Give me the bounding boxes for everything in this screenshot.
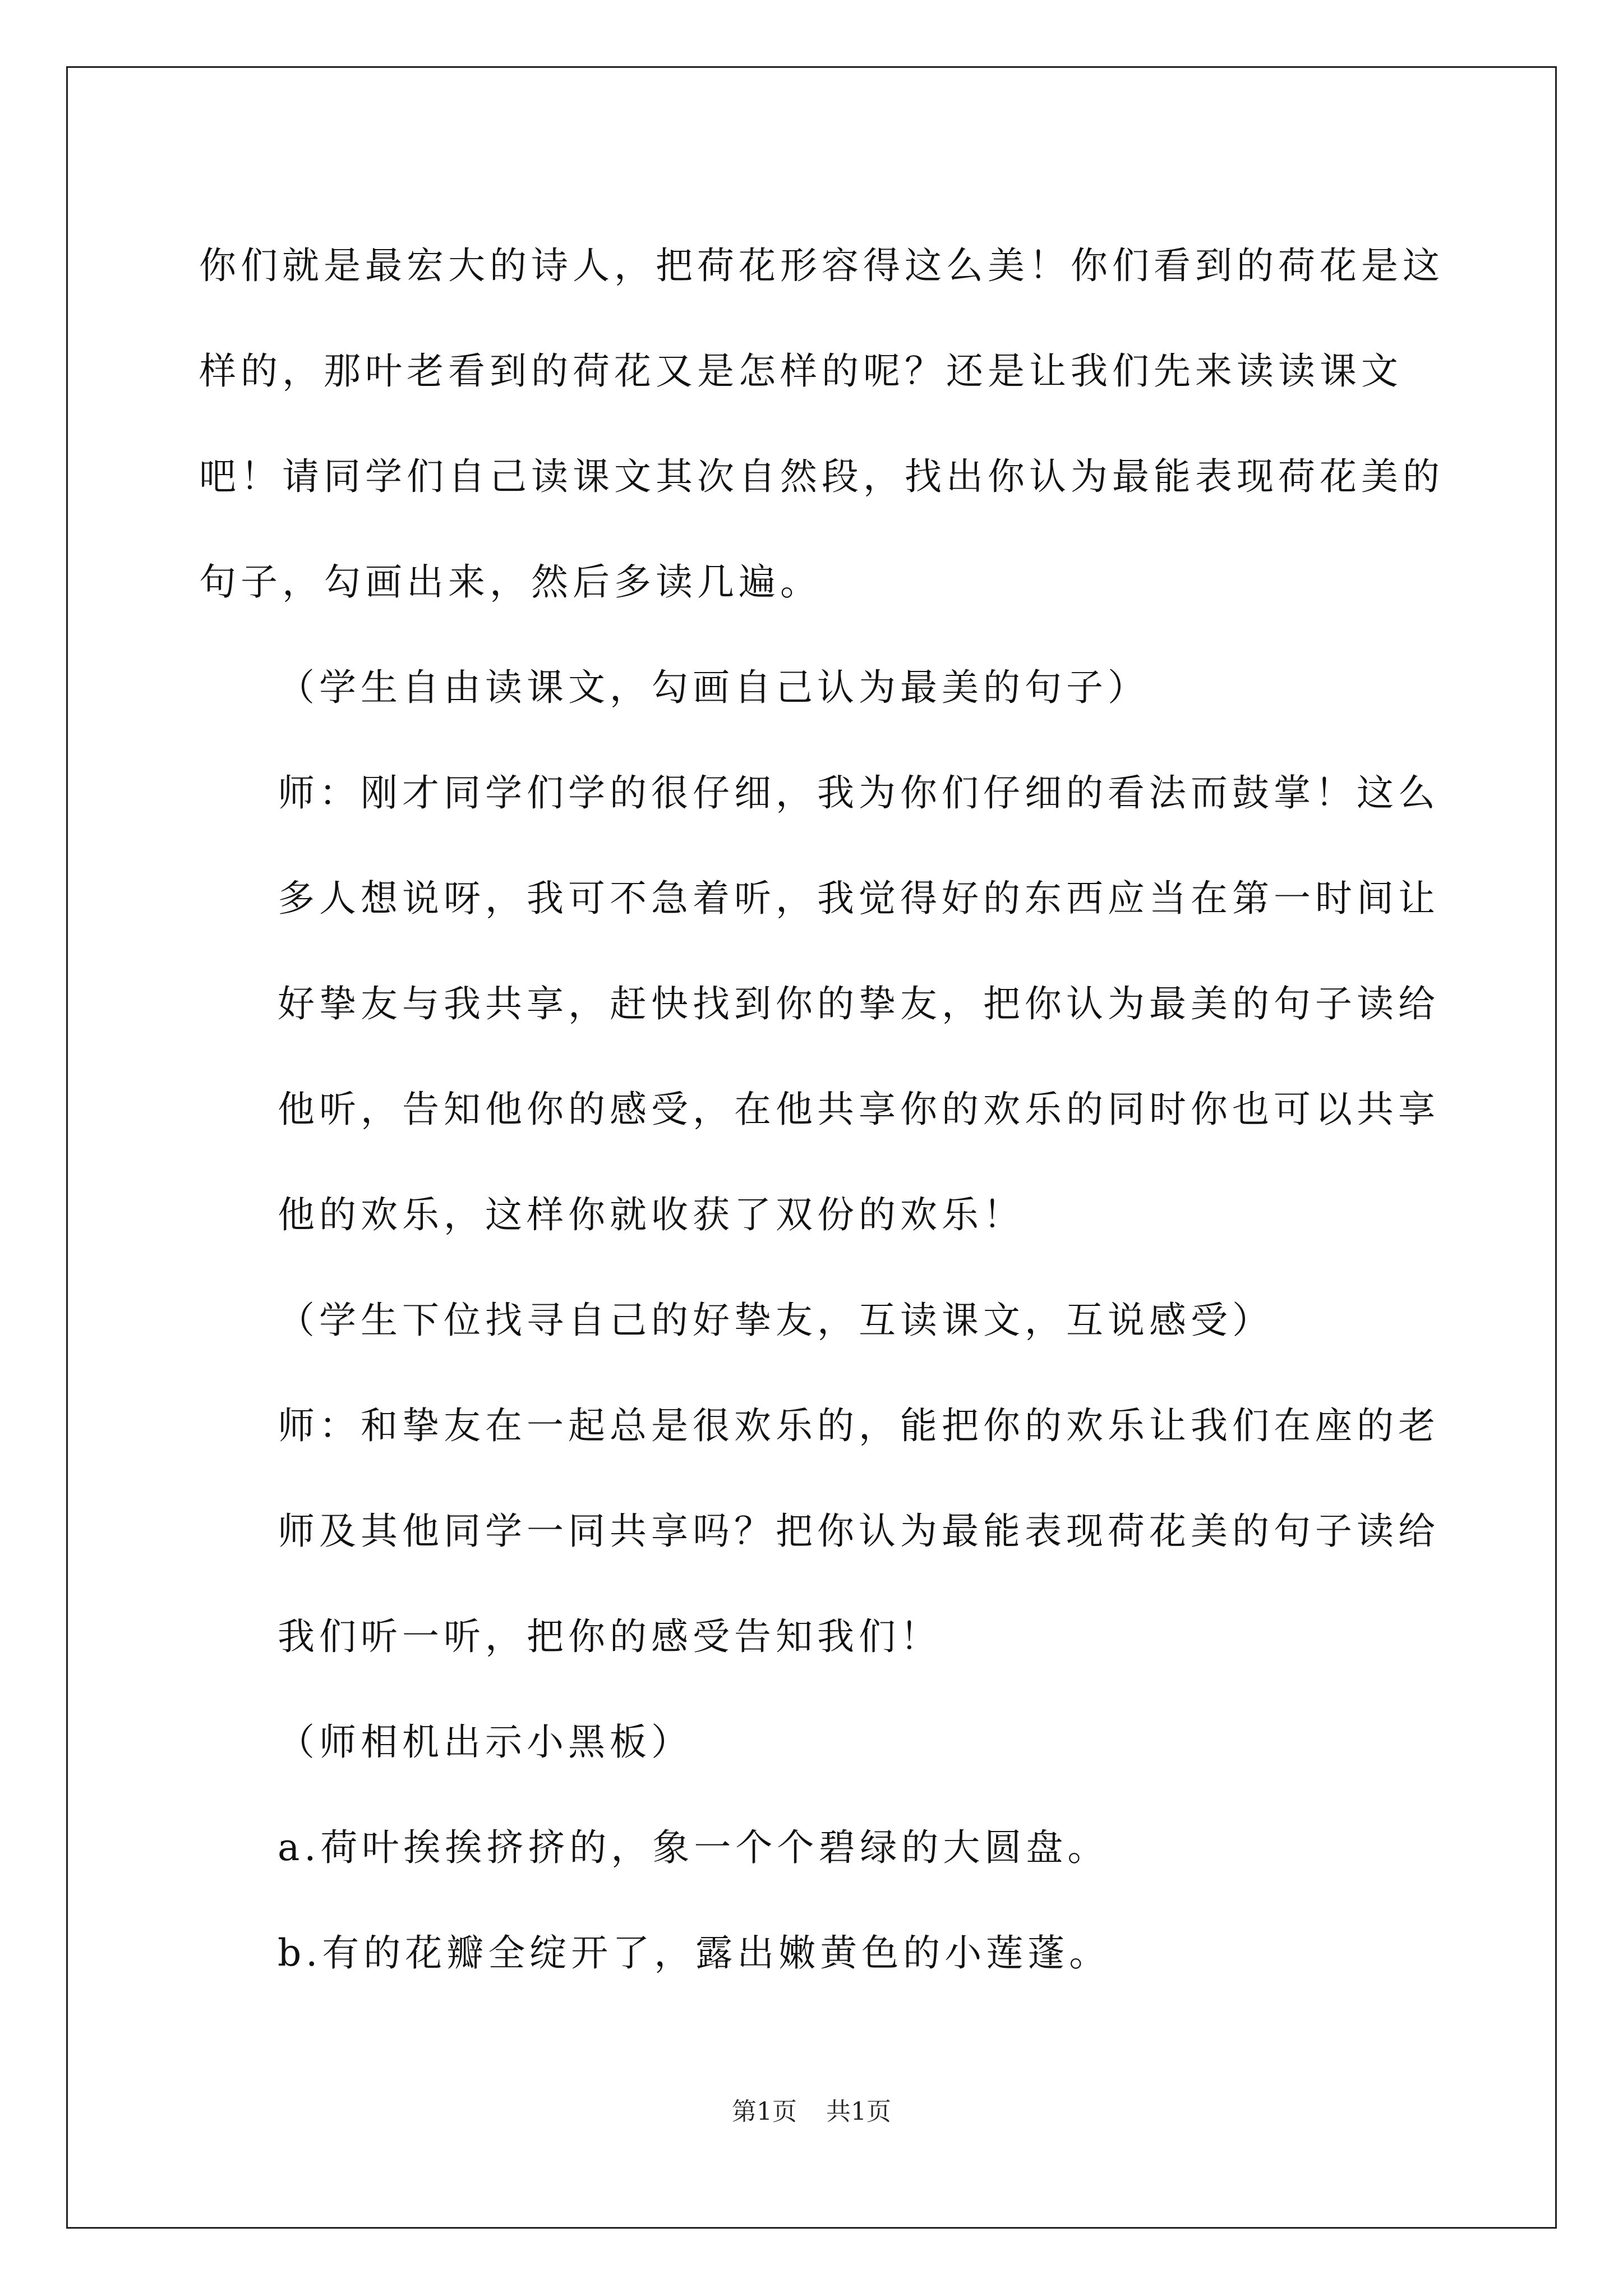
paragraph-1: 你们就是最宏大的诗人，把荷花形容得这么美！你们看到的荷花是这样的，那叶老看到的荷花又是怎样的呢？还是让我们先来读读课文吧！请同学们自己读课文其次自然段，找出你认为最能表现荷花美的句子，勾画出来，然后多读几遍。	[199, 244, 1444, 604]
paragraph-4: （学生下位找寻自己的好挚友，互读课文，互说感受）	[278, 1299, 1274, 1342]
page-number-current: 第1页	[732, 2097, 797, 2126]
paragraph-3: 师：刚才同学们学的很仔细，我为你们仔细的看法而鼓掌！这么多人想说呀，我可不急着听，我觉得好的东西应当在第一时间让好挚友与我共享，赶快找到你的挚友，把你认为最美的句子读给他听，告知他你的感受，在他共享你的欢乐的同时你也可以共享他的欢乐，这样你就收获了双份的欢乐！	[278, 771, 1440, 1236]
document-body	[199, 213, 1455, 2006]
page-number-total: 共1页	[826, 2097, 891, 2126]
paragraph-5: 师：和挚友在一起总是很欢乐的，能把你的欢乐让我们在座的老师及其他同学一同共享吗？把你认为最能表现荷花美的句子读给我们听一听，把你的感受告知我们！	[278, 1404, 1440, 1658]
page-footer	[0, 2091, 1623, 2127]
paragraph-6: （师相机出示小黑板）	[278, 1720, 693, 1764]
paragraph-8: b.有的花瓣全绽开了，露出嫩黄色的小莲蓬。	[278, 1931, 1111, 1975]
paragraph-2: （学生自由读课文，勾画自己认为最美的句子）	[278, 666, 1149, 709]
paragraph-7: a.荷叶挨挨挤挤的，象一个个碧绿的大圆盘。	[278, 1826, 1109, 1869]
